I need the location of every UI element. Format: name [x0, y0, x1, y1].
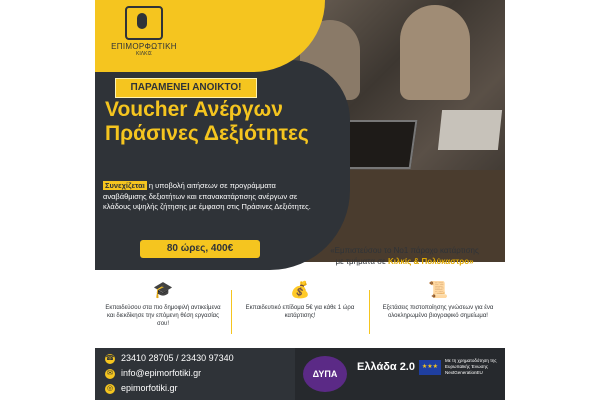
feature-item	[378, 282, 498, 320]
eu-flag-icon: ★★★	[419, 360, 441, 375]
divider	[231, 290, 232, 334]
description	[103, 181, 318, 213]
quote-line-1: «Εμπιστεύσου το Νο1 πάροχο κατάρτισης	[330, 246, 479, 255]
feature-item	[103, 282, 223, 328]
money-icon: 💰	[290, 282, 310, 299]
quote-line-2	[307, 256, 502, 267]
contact-web[interactable]	[105, 381, 295, 396]
footer	[95, 348, 505, 400]
poster	[95, 0, 505, 400]
title-line-2: Πράσινες Δεξιότητες	[105, 122, 309, 145]
contact-list	[105, 351, 295, 396]
title-line-1: Voucher Ανέργων	[105, 98, 283, 121]
logo-sub: ΚΙΛΚΙΣ	[136, 51, 152, 57]
description-highlight: Συνεχίζεται	[105, 181, 145, 190]
features-row	[95, 282, 505, 348]
person-figure	[400, 5, 470, 100]
web-text: epimorfotiki.gr	[121, 383, 178, 393]
contact-email[interactable]	[105, 366, 295, 381]
quote-line-2-text: με τμήματα σε	[335, 257, 388, 266]
feature-item	[240, 282, 360, 320]
open-badge: ΠΑΡΑΜΕΝΕΙ ΑΝΟΙΚΤΟ!	[115, 78, 257, 98]
email-text: info@epimorfotiki.gr	[121, 368, 202, 378]
phone-icon: ☎	[105, 354, 115, 362]
laptop	[438, 110, 502, 150]
logo-emblem-icon	[125, 6, 163, 40]
feature-text: Εκπαιδεύσου στα πιο δημοφιλή αντικείμενα και διεκδίκησε την επόμενη θέση εργασίας σου!	[105, 305, 221, 327]
quote-locations: Κιλκίς & Πολύκαστρο»	[387, 257, 474, 266]
phone-text: 23410 28705 / 23430 97340	[121, 353, 234, 363]
description-text: η υποβολή αιτήσεων σε προγράμματα αναβάθμισης δεξιοτήτων και επανακατάρτισης ανέργων σε κλάδους υψηλής ζήτησης με έμφαση στις Πράσινες Δεξιότητες.	[103, 181, 311, 211]
feature-text: Εκπαιδευτικό επίδομα 5€ για κάθε 1 ώρα κατάρτισης!	[245, 305, 355, 319]
logo-name: ΕΠΙΜΟΡΦΩΤΙΚΗ	[111, 42, 177, 51]
feature-text: Εξετάσεις πιστοποίησης γνώσεων για ένα ολοκληρωμένο βιογραφικό σημείωμα!	[382, 305, 494, 319]
contact-phone[interactable]	[105, 351, 295, 366]
email-icon: ✉	[105, 369, 115, 379]
quote	[307, 245, 502, 267]
ellada-logo: Ελλάδα 2.0	[357, 361, 415, 373]
brand-logo	[109, 6, 179, 60]
eu-funding-text: Με τη χρηματοδότηση της Ευρωπαϊκής Ένωσης NextGenerationEU	[445, 358, 497, 375]
divider	[369, 290, 370, 334]
dypa-logo: ΔΥΠΑ	[303, 356, 347, 392]
hours-price-badge: 80 ώρες, 400€	[140, 240, 260, 258]
graduation-icon: 🎓	[153, 282, 173, 299]
certificate-icon: 📜	[428, 282, 448, 299]
globe-icon: ◎	[106, 384, 114, 392]
